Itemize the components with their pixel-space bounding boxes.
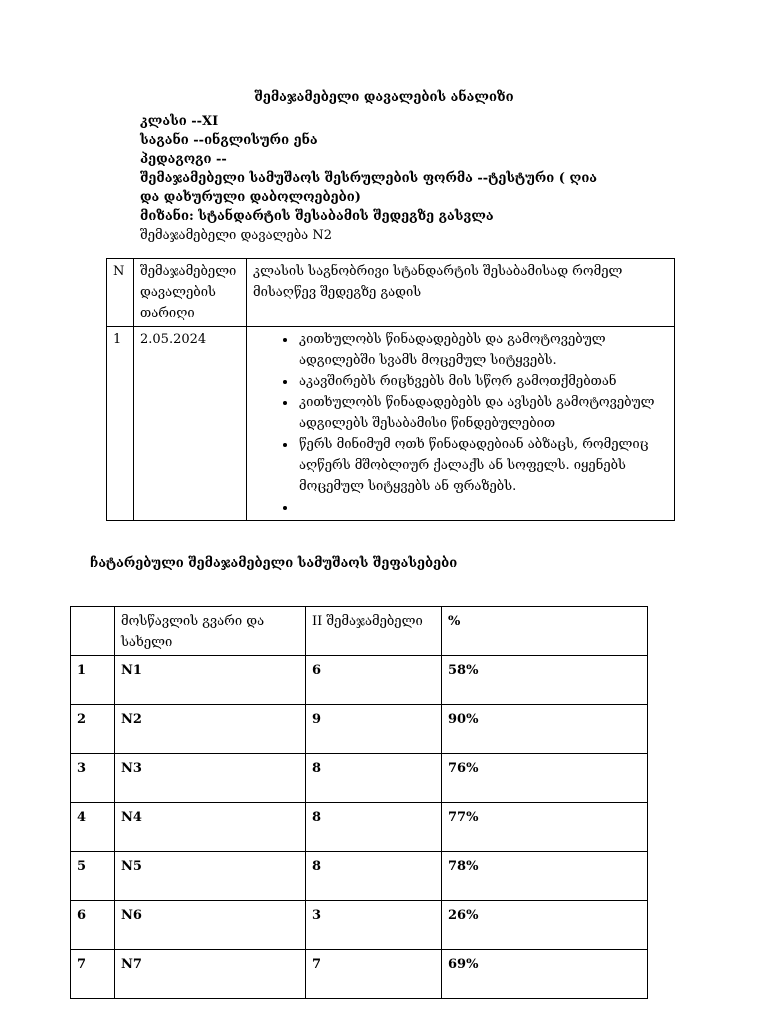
- document-meta: [140, 112, 620, 245]
- row-score: 8: [306, 754, 442, 803]
- table-row: [71, 852, 648, 901]
- header-date: შემაჯამებელი დავალების თარიღი: [134, 259, 247, 327]
- document-title: შემაჯამებელი დავალების ანალიზი: [254, 90, 514, 105]
- row-name: N2: [115, 705, 306, 754]
- header-score: II შემაჯამებელი: [306, 607, 442, 656]
- row-score: 8: [306, 803, 442, 852]
- table-row: [71, 803, 648, 852]
- row-num: 1: [107, 327, 134, 521]
- goal-line: მიზანი: სტანდარტის შესაბამის შედეგზე გასვლა: [140, 209, 494, 224]
- row-date: 2.05.2024: [134, 327, 247, 521]
- row-percent: 76%: [442, 754, 648, 803]
- row-percent: 58%: [442, 656, 648, 705]
- row-percent: 69%: [442, 950, 648, 999]
- standards-header-row: [107, 259, 675, 327]
- row-num: 1: [71, 656, 115, 705]
- header-num: [71, 607, 115, 656]
- row-name: N6: [115, 901, 306, 950]
- row-score: 7: [306, 950, 442, 999]
- row-num: 6: [71, 901, 115, 950]
- task-line: შემაჯამებელი დავალება N2: [140, 228, 332, 243]
- standards-table: [106, 258, 675, 521]
- outcome-item: • აკავშირებს რიცხვებს მის სწორ გამოთქმებთან: [297, 371, 668, 392]
- row-name: N4: [115, 803, 306, 852]
- row-num: 7: [71, 950, 115, 999]
- row-percent: 77%: [442, 803, 648, 852]
- outcome-item: • წერს მინიმუმ ოთხ წინადადებიან აბზაცს, რომელიც აღწერს მშობლიურ ქალაქს ან სოფელს. იყენებს მოცემულ სიტყვებს ან ფრაზებს.: [297, 434, 668, 497]
- table-row: [71, 901, 648, 950]
- outcome-item: • კითხულობს წინადადებებს და ავსებს გამოტოვებულ ადგილებს შესაბამისი წინდებულებით: [297, 392, 668, 434]
- header-percent: %: [442, 607, 648, 656]
- row-name: N3: [115, 754, 306, 803]
- row-name: N1: [115, 656, 306, 705]
- row-percent: 26%: [442, 901, 648, 950]
- table-row: [71, 705, 648, 754]
- table-row: [71, 656, 648, 705]
- row-num: 3: [71, 754, 115, 803]
- outcome-item: • კითხულობს წინადადებებს და გამოტოვებულ ადგილებში სვამს მოცემულ სიტყვებს.: [297, 329, 668, 371]
- row-score: 6: [306, 656, 442, 705]
- row-outcomes: [247, 327, 675, 521]
- row-score: 8: [306, 852, 442, 901]
- outcome-list: [253, 329, 668, 518]
- results-title: ჩატარებული შემაჯამებელი სამუშაოს შეფასებები: [90, 556, 458, 571]
- table-row: [71, 754, 648, 803]
- row-percent: 90%: [442, 705, 648, 754]
- teacher-line: პედაგოგი --: [140, 152, 227, 167]
- row-percent: 78%: [442, 852, 648, 901]
- class-line: კლასი --XI: [140, 114, 219, 129]
- results-table: [70, 606, 648, 999]
- outcome-item-empty: [297, 497, 668, 518]
- header-num: N: [107, 259, 134, 327]
- row-score: 9: [306, 705, 442, 754]
- row-num: 4: [71, 803, 115, 852]
- row-score: 3: [306, 901, 442, 950]
- standards-row: [107, 327, 675, 521]
- row-num: 2: [71, 705, 115, 754]
- row-num: 5: [71, 852, 115, 901]
- table-row: [71, 950, 648, 999]
- header-name: მოსწავლის გვარი და სახელი: [115, 607, 306, 656]
- row-name: N5: [115, 852, 306, 901]
- form-line: შემაჯამებელი სამუშაოს შესრულების ფორმა --ტესტური ( ღია და დახურული დაბოლოებები): [140, 171, 598, 205]
- results-header-row: [71, 607, 648, 656]
- header-outcome: კლასის საგნობრივი სტანდარტის შესაბამისად რომელ მისაღწევ შედეგზე გადის: [247, 259, 675, 327]
- subject-line: საგანი --ინგლისური ენა: [140, 133, 318, 148]
- row-name: N7: [115, 950, 306, 999]
